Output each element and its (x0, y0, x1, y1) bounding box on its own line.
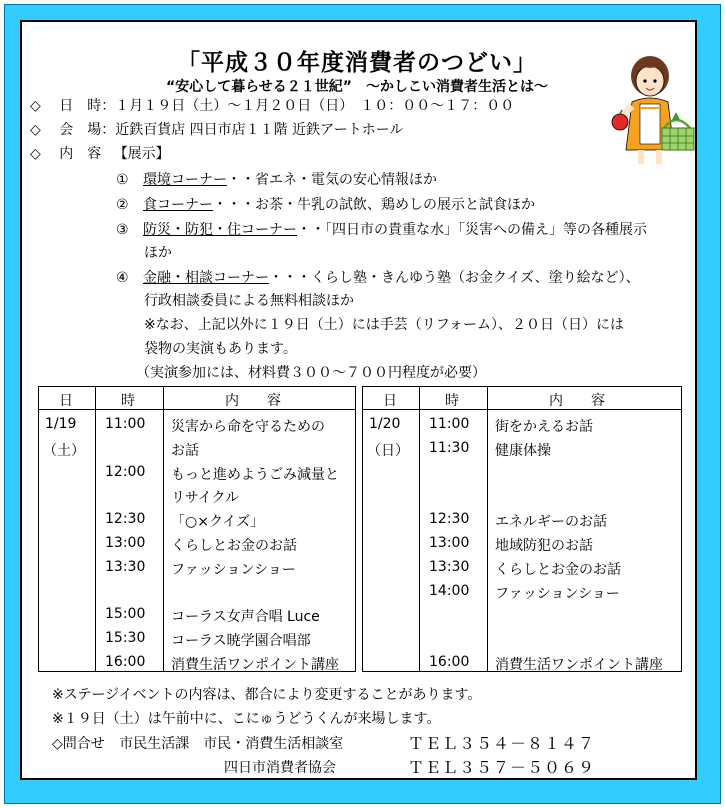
footer-note: ※ステージイベントの内容は、都合により変更することがあります。 (52, 687, 482, 703)
note-line: （実演参加には、材料費３００～７００円程度が必要） (136, 365, 486, 381)
footer-note: ※１９日（土）は午前中に、こにゅうどうくんが来場します。 (52, 711, 441, 727)
schedule-time: 13:00 (429, 535, 470, 551)
exhibit-desc-continued: 行政相談委員による無料相談ほか (144, 293, 354, 309)
contact-org: 市民生活課 市民・消費生活相談室 (119, 736, 344, 752)
diamond-bullet: ◇ (30, 146, 41, 162)
schedule-time: 16:00 (105, 654, 146, 670)
schedule-event: 地域防犯のお話 (495, 538, 593, 554)
schedule-event: 消費生活ワンポイント講座 (495, 657, 663, 673)
header-content: 内 容 (549, 393, 605, 409)
schedule-event: お話 (171, 442, 199, 459)
day1-weekday: （土） (43, 443, 85, 459)
contact-tel: ＴＥＬ３５４－８１４７ (408, 734, 596, 753)
schedule-event: 健康体操 (495, 442, 551, 459)
header-time: 時 (445, 393, 459, 409)
schedule-time: 15:30 (105, 630, 146, 647)
exhibit-number: ③ (116, 222, 129, 238)
contact-tel: ＴＥＬ３５７－５０６９ (408, 758, 596, 777)
page-title: 「平成３０年度消費者のつどい」 (177, 50, 537, 76)
schedule-event: ファッションショー (495, 585, 620, 602)
exhibit-item (116, 219, 647, 239)
schedule-table (38, 386, 682, 672)
date-label: 日 時： (59, 98, 116, 114)
header-content: 内 容 (225, 393, 281, 409)
place-value: 近鉄百貨店 四日市店１１階 近鉄アートホール (115, 122, 404, 138)
exhibit-item (116, 194, 535, 214)
schedule-time: 11:30 (429, 439, 470, 456)
schedule-event: エネルギーのお話 (495, 514, 607, 531)
schedule-time: 11:00 (429, 416, 470, 432)
schedule-time: 16:00 (429, 654, 470, 670)
schedule-event: 災害から命を守るための (171, 419, 325, 435)
exhibit-number: ④ (116, 270, 129, 286)
schedule-time: 13:30 (105, 558, 146, 575)
place-label: 会 場： (59, 122, 116, 138)
schedule-time: 15:00 (105, 606, 146, 623)
schedule-event: 街をかえるお話 (495, 419, 593, 435)
day2-date: 1/20 (369, 416, 401, 432)
schedule-event: くらしとお金のお話 (495, 561, 621, 578)
schedule-event: 消費生活ワンポイント講座 (171, 657, 339, 673)
date-value: １月１９日（土）～１月２０日（日） １０：００～１７：００ (115, 98, 515, 114)
exhibit-name: 防災・防犯・住コーナー (143, 222, 298, 238)
exhibit-desc: ・・・お茶・牛乳の試飲、鶏めしの展示と試食ほか (213, 197, 536, 213)
exhibit-name: 金融・相談コーナー (143, 270, 270, 286)
content-value: 【展示】 (113, 146, 170, 162)
day1-date: 1/19 (45, 416, 77, 432)
contact-org: 四日市消費者協会 (224, 760, 336, 776)
schedule-event: もっと進めようごみ減量と (171, 466, 339, 483)
header-day: 日 (59, 393, 73, 409)
exhibit-name: 環境コーナー (143, 172, 228, 188)
day2-weekday: （日） (367, 443, 409, 459)
header-time: 時 (121, 393, 135, 409)
note-line: ※なお、上記以外に１９日（土）には手芸（リフォーム）、２０日（日）には (144, 317, 625, 333)
schedule-event: 「○×クイズ」 (171, 514, 265, 531)
schedule-time: 12:00 (105, 463, 146, 480)
schedule-time: 13:30 (429, 558, 470, 575)
flyer-panel (20, 20, 697, 780)
schedule-day1 (38, 386, 356, 672)
schedule-time: 14:00 (429, 582, 470, 599)
schedule-event: くらしとお金のお話 (171, 538, 297, 554)
diamond-bullet: ◇ (30, 98, 41, 114)
header-day: 日 (383, 393, 397, 409)
note-line: 袋物の実演もあります。 (144, 341, 297, 357)
exhibit-item (116, 169, 437, 189)
content-label: 内 容 (59, 146, 102, 162)
page-subtitle: “安心して暮らせる２１世紀” ～かしこい消費者生活とは～ (166, 79, 548, 95)
exhibit-name: 食コーナー (143, 197, 214, 213)
contact-label: ◇問合せ (52, 736, 105, 752)
schedule-event: ファッションショー (171, 561, 296, 578)
exhibit-item (116, 267, 640, 287)
exhibit-number: ② (116, 197, 129, 213)
content-row (30, 143, 170, 163)
place-row (30, 119, 403, 139)
schedule-event: コーラス暁学園合唱部 (171, 633, 311, 650)
exhibit-number: ① (116, 172, 129, 188)
schedule-event: コーラス女声合唱 Luce (171, 609, 320, 626)
schedule-time: 12:30 (105, 511, 146, 528)
diamond-bullet: ◇ (30, 122, 41, 138)
schedule-time: 13:00 (105, 535, 146, 551)
shopper-illustration-icon (606, 50, 698, 170)
schedule-day2 (362, 386, 682, 672)
schedule-time: 11:00 (105, 416, 146, 432)
schedule-time: 12:30 (429, 511, 470, 528)
exhibit-desc-continued: ほか (144, 245, 172, 261)
exhibit-desc: ・・・くらし塾・きんゆう塾（お金クイズ、塗り絵など）、 (269, 270, 640, 286)
exhibit-desc: ・・省エネ・電気の安心情報ほか (227, 172, 438, 188)
schedule-event: リサイクル (171, 490, 240, 507)
date-row (30, 95, 514, 115)
exhibit-desc: ・・「四日市の貴重な水」「災害への備え」等の各種展示 (297, 222, 648, 238)
contact-row (52, 733, 343, 753)
